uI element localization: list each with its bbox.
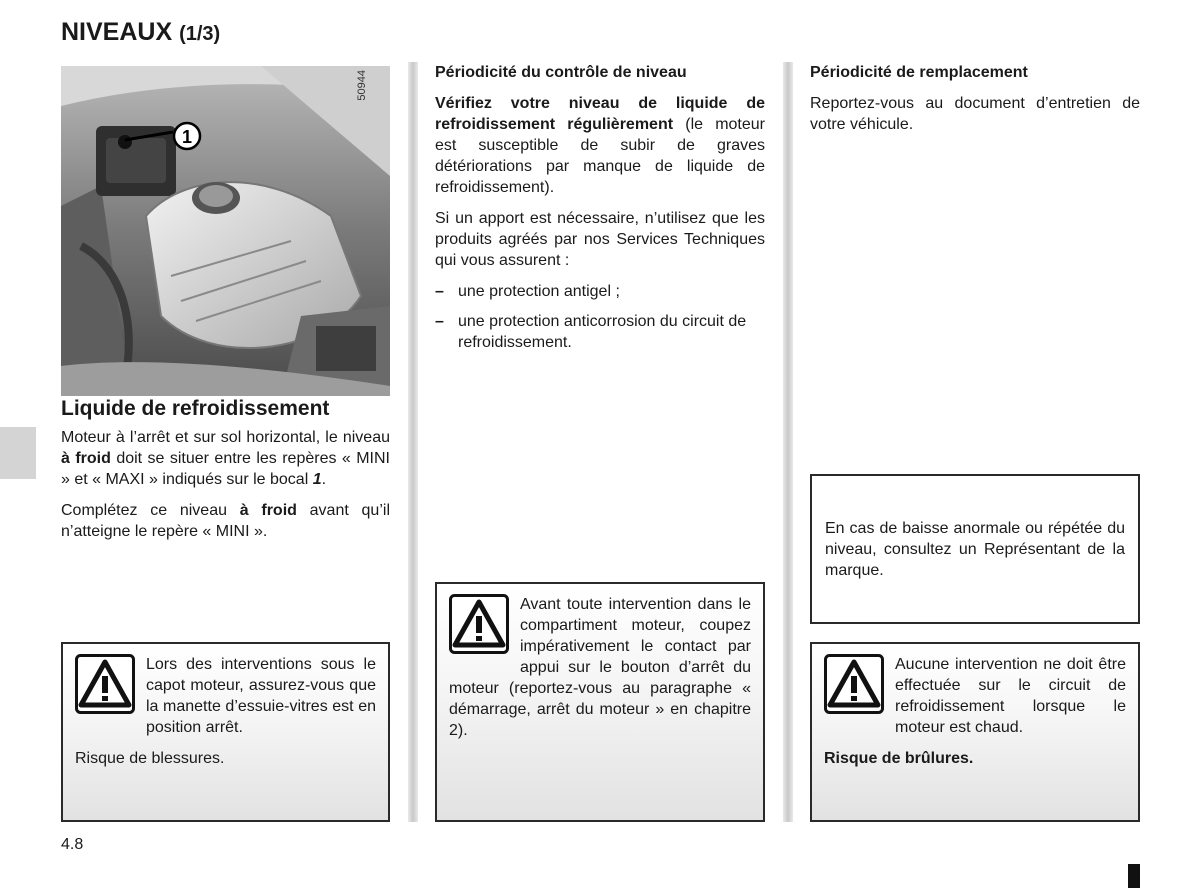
section-heading-replacement-frequency: Périodicité de remplacement: [810, 64, 1028, 81]
right-column: [810, 62, 1140, 145]
callout-label-1: 1: [181, 127, 193, 147]
paragraph-maintenance-document: Reportez-vous au document d’entretien de votre véhicule.: [810, 95, 1140, 133]
column-separator: [783, 62, 793, 822]
list-dash: –: [435, 313, 444, 330]
paragraph-approved-products: Si un apport est nécessaire, n’utilisez que les produits agréés par nos Services Techniques qui vous assurent :: [435, 210, 765, 269]
warning-box-hot-engine: Aucune intervention ne doit être effectuée sur le circuit de refroidissement lorsque le moteur est chaud. Risque de brûlures.: [810, 642, 1140, 822]
paragraph-level-check: Moteur à l’arrêt et sur sol horizontal, le niveau à froid doit se situer entre les repères « MINI » et « MAXI » indiqués sur le bocal 1.: [61, 429, 391, 488]
page-title-main: NIVEAUX: [61, 18, 173, 46]
paragraph-check-regularly: Vérifiez votre niveau de liquide de refroidissement régulièrement (le moteur est susceptible de subir de graves détériorations par manque de liquide de refroidissement).: [435, 95, 766, 196]
warning-box-ignition: Avant toute intervention dans le compartiment moteur, coupez impérativement le contact par appui sur le bouton d’arrêt du moteur (reportez-vous au paragraphe « démarrage, arrêt du moteur » en chapitre 2).: [435, 582, 765, 822]
list-dash: –: [435, 283, 444, 300]
page-number: 4.8: [61, 836, 84, 853]
note-box: En cas de baisse anormale ou répétée du niveau, consultez un Représentant de la marque.: [810, 474, 1140, 624]
left-column: [61, 398, 390, 552]
warning-triangle-icon: [449, 594, 509, 654]
page-title: [61, 18, 220, 47]
warning-triangle-icon: [75, 654, 135, 714]
photo-reference-code: 50944: [356, 70, 368, 101]
page-corner-marker: [1128, 864, 1140, 888]
list-item: – une protection antigel ;: [435, 283, 620, 300]
column-separator: [408, 62, 418, 822]
page-title-subtitle: (1/3): [179, 23, 221, 45]
chapter-tab: [0, 427, 36, 479]
list-item: – une protection anticorrosion du circuit de refroidissement.: [435, 313, 747, 351]
section-heading-check-frequency: Périodicité du contrôle de niveau: [435, 64, 687, 81]
warning-triangle-icon: [824, 654, 884, 714]
warning-box-wipers: Lors des interventions sous le capot moteur, assurez-vous que la manette d’essuie-vitres est en position arrêt. Risque de blessures.: [61, 642, 390, 822]
middle-column: [435, 62, 765, 362]
paragraph-top-up: Complétez ce niveau à froid avant qu’il n’atteigne le repère « MINI ».: [61, 502, 390, 540]
section-heading-coolant: Liquide de refroidissement: [61, 397, 330, 420]
engine-photo: [61, 66, 390, 396]
